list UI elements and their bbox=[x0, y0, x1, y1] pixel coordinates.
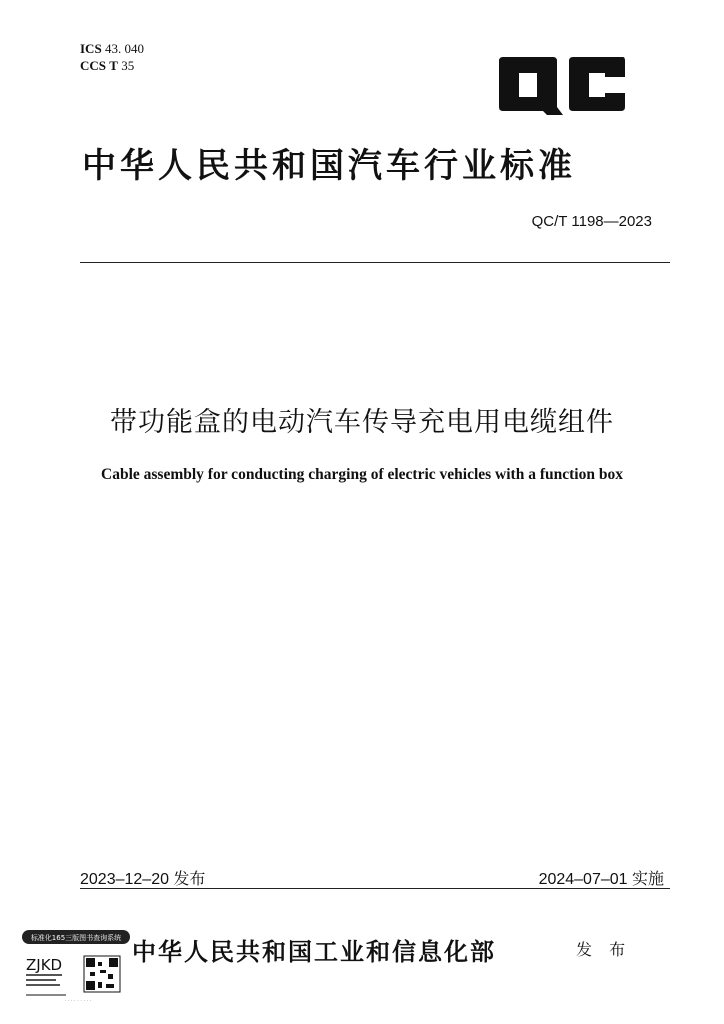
ccs-label: CCS bbox=[80, 58, 107, 73]
svg-text:ZJKD: ZJKD bbox=[26, 956, 63, 974]
publisher-name: 中华人民共和国工业和信息化部 bbox=[132, 937, 496, 966]
implementation-date: 2024–07–01 实施 bbox=[538, 871, 664, 888]
national-standard-title: 中华人民共和国汽车行业标准 bbox=[82, 146, 576, 186]
qc-logo-q bbox=[499, 57, 563, 115]
document-title-cn: 带功能盒的电动汽车传导充电用电缆组件 bbox=[110, 407, 614, 438]
standard-number: QC/T 1198—2023 bbox=[531, 213, 652, 230]
classification-codes bbox=[80, 40, 144, 74]
qc-logo bbox=[497, 55, 627, 117]
ics-code: 43. 040 bbox=[104, 41, 144, 56]
ics-line bbox=[80, 40, 144, 57]
document-title-en: Cable assembly for conducting charging of electric vehicles with a function box bbox=[101, 466, 623, 483]
issue-date: 2023–12–20 发布 bbox=[80, 871, 206, 888]
top-divider bbox=[80, 262, 670, 263]
ccs-line bbox=[80, 57, 144, 74]
ccs-code: 35 bbox=[121, 58, 135, 73]
publish-label: 发 布 bbox=[576, 940, 632, 959]
qc-logo-c bbox=[569, 57, 625, 111]
svg-text:标准化165三版图书查询系统: 标准化165三版图书查询系统 bbox=[30, 934, 122, 942]
qr-code-icon bbox=[84, 956, 120, 992]
bottom-divider bbox=[80, 888, 670, 889]
zjkd-stamp bbox=[22, 926, 134, 1004]
ics-label: ICS bbox=[80, 41, 102, 56]
svg-text:· · · · · · · · ·: · · · · · · · · · bbox=[64, 998, 92, 1004]
ccs-code-letter: T bbox=[109, 58, 118, 73]
